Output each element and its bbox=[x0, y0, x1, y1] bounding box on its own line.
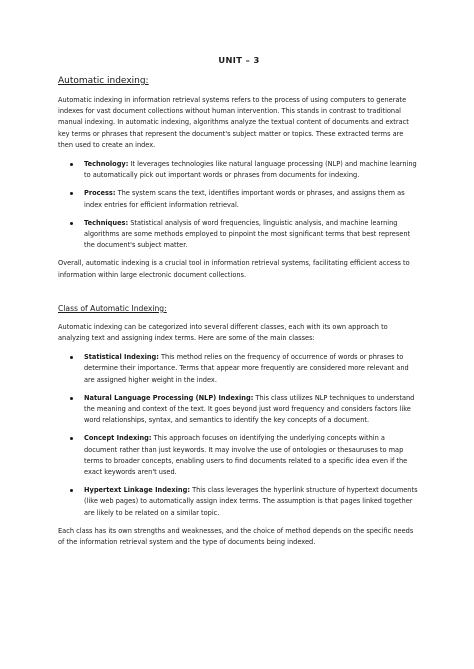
bullet-term: Statistical Indexing: bbox=[84, 353, 159, 362]
bullet-icon bbox=[70, 437, 73, 440]
paragraph-intro: Automatic indexing in information retrieval systems refers to the process of using computers to generate indexes for vast document collections without human intervention. This stands in contrast to traditional manual indexing. In automatic indexing, algorithms analyze the textual content of documents and extract key terms or phrases that represent the document's subject matter or topics. These extracted terms are then used to create an index. bbox=[58, 96, 409, 149]
bullet-icon bbox=[70, 397, 73, 400]
bullet-icon bbox=[70, 163, 73, 166]
bullet-icon bbox=[70, 222, 73, 225]
bullet-term: Technology: bbox=[84, 160, 129, 169]
list-item bbox=[58, 485, 420, 519]
section-spacer bbox=[58, 289, 420, 304]
bullet-term: Techniques: bbox=[84, 218, 129, 227]
bullet-icon bbox=[70, 192, 73, 195]
bullet-list-overview bbox=[58, 159, 420, 251]
bullet-text: It leverages technologies like natural language processing (NLP) and machine learning to automatically pick out important words or phrases from documents for indexing. bbox=[84, 160, 417, 180]
list-item bbox=[58, 352, 420, 386]
bullet-icon bbox=[70, 356, 73, 359]
list-item bbox=[58, 159, 420, 181]
bullet-text: This approach focuses on identifying the underlying concepts within a document rather than just keywords. It may involve the use of ontologies or thesauruses to map terms to broader concepts, enabling users to find documents related to a specific idea even if the exact keywords aren't used. bbox=[84, 434, 408, 477]
paragraph-classes-intro: Automatic indexing can be categorized into several different classes, each with its own approach to analyzing text and assigning index terms. Here are some of the main classes: bbox=[58, 322, 388, 343]
bullet-text: Statistical analysis of word frequencies, linguistic analysis, and machine learning algorithms are some methods employed to pinpoint the most significant terms that best represent the document's subject matter. bbox=[84, 218, 411, 250]
list-item bbox=[58, 218, 420, 252]
paragraph-overall: Overall, automatic indexing is a crucial tool in information retrieval systems, facilitating efficient access to information within large electronic document collections. bbox=[58, 259, 410, 279]
bullet-list-classes bbox=[58, 352, 420, 519]
bullet-term: Concept Indexing: bbox=[84, 434, 152, 443]
list-item bbox=[58, 188, 420, 210]
bullet-text: This class leverages the hyperlink structure of hypertext documents (like web pages) to automatically assign index terms. The assumption is that pages linked together are likely to be related on a similar topic. bbox=[84, 486, 418, 517]
bullet-term: Natural Language Processing (NLP) Indexing: bbox=[84, 393, 254, 402]
section-heading-automatic-indexing: Automatic indexing: bbox=[58, 76, 149, 86]
section-heading-class-of-automatic-indexing: Class of Automatic Indexing: bbox=[58, 303, 167, 313]
list-item bbox=[58, 433, 420, 478]
unit-title: UNIT – 3 bbox=[218, 55, 260, 65]
bullet-icon bbox=[70, 489, 73, 492]
bullet-text: This class utilizes NLP techniques to understand the meaning and context of the text. It goes beyond just word frequency and considers factors like word relationships, syntax, and semantics to identify the key concepts of a document. bbox=[84, 393, 415, 425]
bullet-text: This method relies on the frequency of occurrence of words or phrases to determine their importance. Terms that appear more frequently are considered more relevant and are assigned higher weight in the index. bbox=[84, 353, 409, 384]
bullet-text: The system scans the text, identifies important words or phrases, and assigns them as index entries for efficient information retrieval. bbox=[84, 189, 405, 209]
bullet-term: Process: bbox=[84, 189, 116, 198]
paragraph-conclusion: Each class has its own strengths and weaknesses, and the choice of method depends on the specific needs of the information retrieval system and the type of documents being indexed. bbox=[58, 526, 414, 547]
bullet-term: Hypertext Linkage Indexing: bbox=[84, 486, 190, 495]
document-body bbox=[58, 55, 420, 556]
list-item bbox=[58, 393, 420, 427]
